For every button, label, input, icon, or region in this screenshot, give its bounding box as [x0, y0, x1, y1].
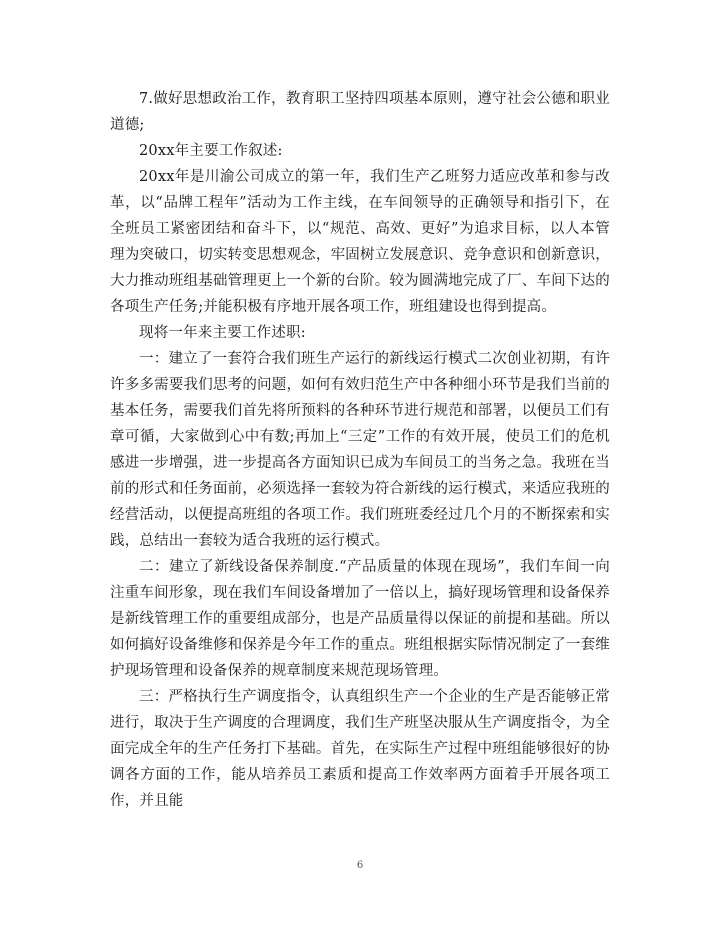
page-number: 6	[356, 860, 364, 871]
document-body	[110, 86, 610, 814]
paragraph-report-intro: 现将一年来主要工作述职:	[139, 325, 306, 341]
paragraph-item-7: 7.做好思想政治工作，教育职工坚持四项基本原则，遵守社会公德和职业道德;	[110, 91, 610, 133]
paragraph-year-overview: 20xx年是川渝公司成立的第一年，我们生产乙班努力适应改革和参与改革，以“品牌工程年”活动为工作主线，在车间领导的正确领导和指引下，在全班员工紧密团结和奋斗下，以“规范、高效、更好”为追求目标，以人本管理为突破口，切实转变思想观念，牢固树立发展意识、竞争意识和创新意识，大力推动班组基础管理更上一个新的台阶。较为圆满地完成了厂、车间下达的各项生产任务;并能积极有序地开展各项工作，班组建设也得到提高。	[110, 169, 610, 315]
paragraph-section-one: 一：建立了一套符合我们班生产运行的新线运行模式二次创业初期，有许许多多需要我们思考的问题，如何有效归范生产中各种细小环节是我们当前的基本任务，需要我们首先将所预料的各种环节进行规范和部署，以便员工们有章可循，大家做到心中有数;再加上“三定”工作的有效开展，使员工们的危机感进一步增强，进一步提高各方面知识已成为车间员工的当务之急。我班在当前的形式和任务面前，必须选择一套较为符合新线的运行模式，来适应我班的经营活动，以便提高班组的各项工作。我们班班委经过几个月的不断探索和实践，总结出一套较为适合我班的运行模式。	[110, 351, 610, 549]
paragraph-section-three: 三：严格执行生产调度指令，认真组织生产一个企业的生产是否能够正常进行，取决于生产调度的合理调度，我们生产班坚决服从生产调度指令，为全面完成全年的生产任务打下基础。首先，在实际生产过程中班组能够很好的协调各方面的工作，能从培养员工素质和提高工作效率两方面着手开展各项工作，并且能	[110, 689, 610, 809]
paragraph-summary-heading: 20xx年主要工作叙述:	[139, 143, 283, 159]
paragraph-section-two: 二：建立了新线设备保养制度.“产品质量的体现在现场”，我们车间一向注重车间形象，现在我们车间设备增加了一倍以上，搞好现场管理和设备保养是新线管理工作的重要组成部分，也是产品质量得以保证的前提和基础。所以如何搞好设备维修和保养是今年工作的重点。班组根据实际情况制定了一套维护现场管理和设备保养的规章制度来规范现场管理。	[110, 559, 610, 679]
